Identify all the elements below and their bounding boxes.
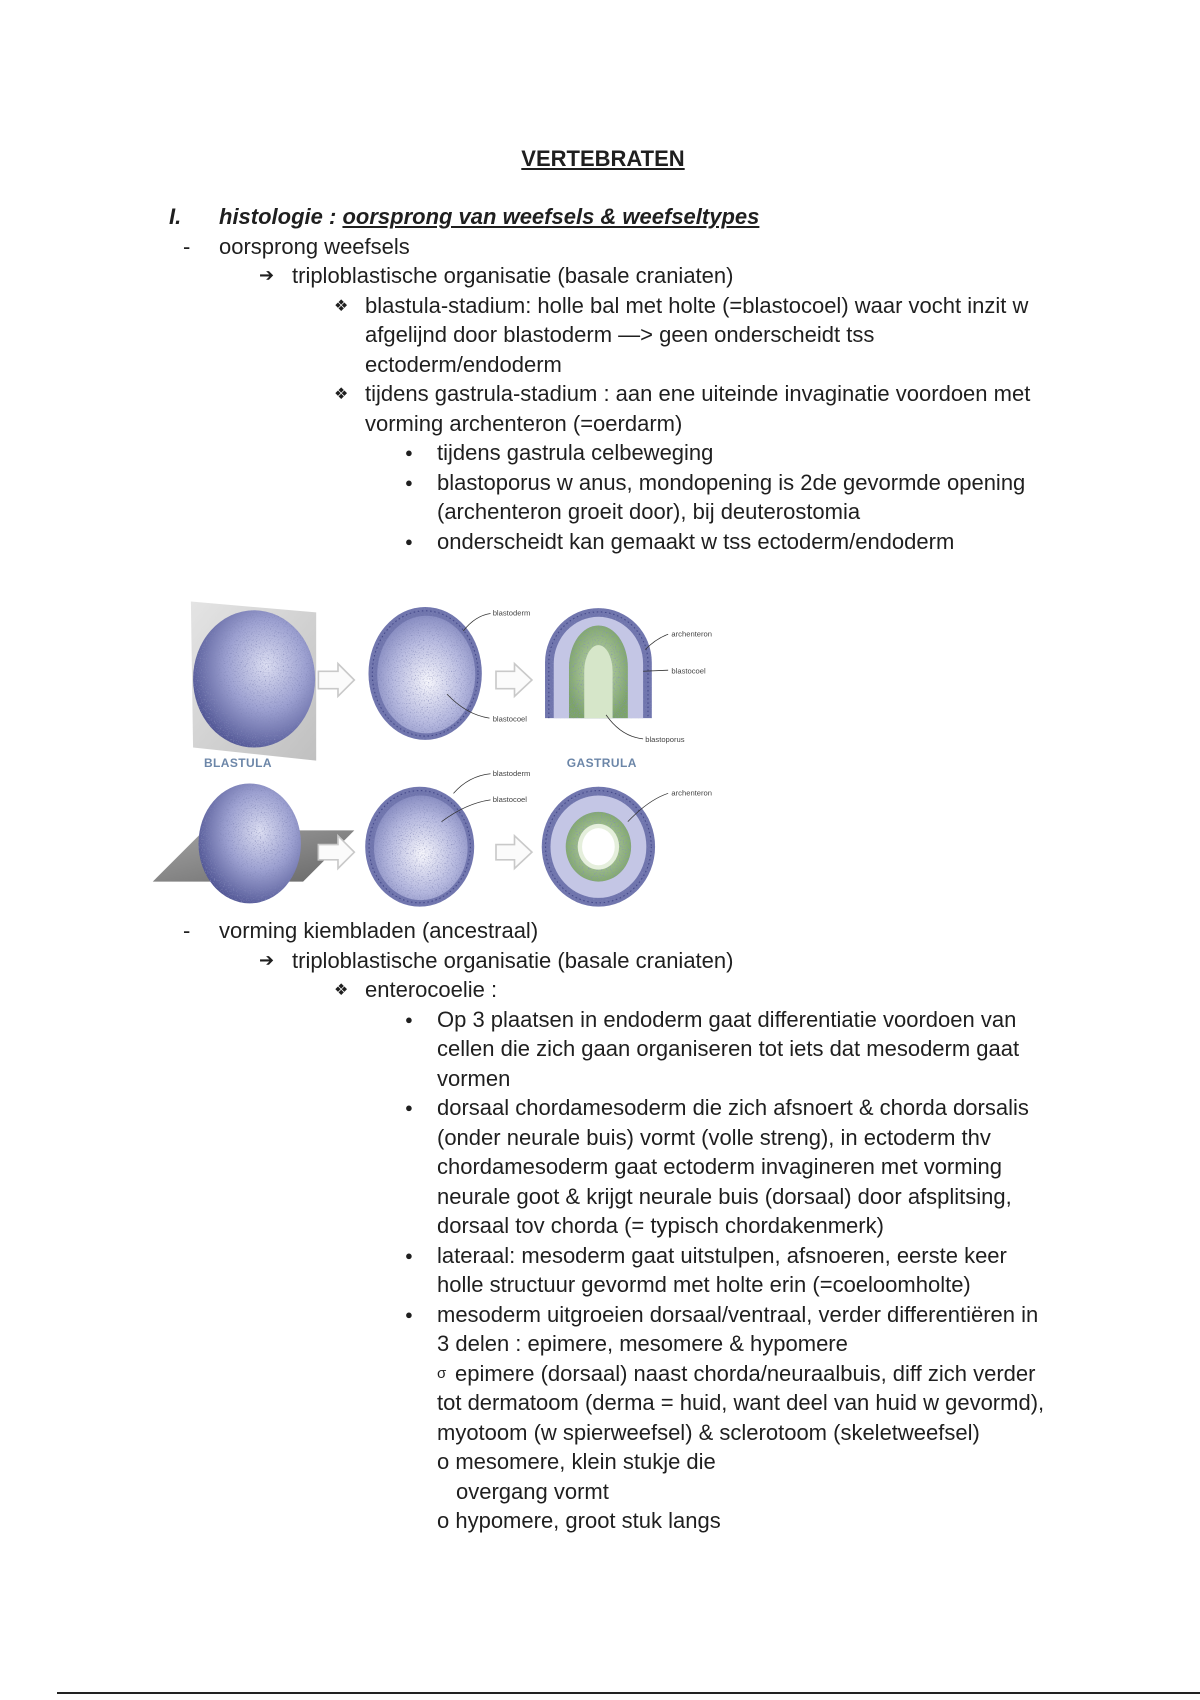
diamond-item-line: vorming archenteron (=oerdarm) <box>365 410 683 436</box>
figure-label-blastoderm: blastoderm <box>492 768 531 778</box>
dash-item-vorming <box>0 916 1200 946</box>
bullet-item <box>0 1093 1200 1123</box>
diamond-item-gastrula <box>0 379 1200 409</box>
sub-item-mesomere <box>0 1447 1200 1477</box>
arrow-item-text: triploblastische organisatie (basale craniaten) <box>292 263 734 288</box>
bullet-item-line: chordamesoderm gaat ectoderm invagineren met vorming <box>437 1154 1002 1179</box>
diamond-item-line: afgelijnd door blastoderm —> geen onderscheidt tss <box>365 322 875 347</box>
figure-label-blastocoel: blastocoel <box>492 795 527 805</box>
diamond-item-blastula <box>0 291 1200 321</box>
section-heading <box>0 202 1200 232</box>
bullet-dot-icon: ● <box>405 1011 413 1027</box>
arrow-item <box>0 946 1200 976</box>
document-title-text: VERTEBRATEN <box>521 146 685 171</box>
blastula-gastrula-figure <box>147 595 736 911</box>
bullet-item-line: tijdens gastrula celbeweging <box>437 440 714 465</box>
page-bottom-rule <box>57 1692 1200 1694</box>
figure-label-archenteron: archenteron <box>671 788 713 798</box>
section-heading-underlined: oorsprong van weefsels & weefseltypes <box>342 204 760 229</box>
bullet-item <box>0 1241 1200 1271</box>
diamond-bullet-icon: ❖ <box>334 384 349 403</box>
dash-marker: - <box>183 233 191 259</box>
bullet-item-continuation <box>0 1270 1200 1300</box>
bullet-dot-icon: ● <box>405 445 413 460</box>
sub-item-continuation <box>0 1418 1200 1448</box>
bullet-item-continuation <box>0 1329 1200 1359</box>
bullet-dot-icon: ● <box>405 533 413 549</box>
label-leader-line <box>453 774 490 794</box>
bullet-item-continuation <box>0 1123 1200 1153</box>
diamond-item-line: blastula-stadium: holle bal met holte (=blastocoel) waar vocht inzit w <box>365 292 1029 318</box>
figure-label-blastocoel: blastocoel <box>671 666 706 676</box>
blastocoel-cavity <box>374 795 468 900</box>
bullet-item-line: 3 delen : epimere, mesomere & hypomere <box>437 1331 848 1356</box>
section-vorming-kiembladen <box>0 916 1200 1536</box>
section-oorsprong-weefsels <box>0 202 1200 556</box>
section-heading-label: histologie : <box>219 204 343 229</box>
dash-item-oorsprong <box>0 232 1200 262</box>
diamond-item-continuation <box>0 409 1200 439</box>
label-leader-line <box>463 614 490 631</box>
diamond-item-line: tijdens gastrula-stadium : aan ene uiteinde invaginatie voordoen met <box>365 381 1031 406</box>
diamond-bullet-icon: ❖ <box>334 980 349 999</box>
bullet-dot-icon: ● <box>405 1247 413 1263</box>
bullet-item-line: onderscheidt kan gemaakt w tss ectoderm/endoderm <box>437 528 955 554</box>
archenteron-lumen <box>584 645 612 718</box>
bullet-item <box>0 1005 1200 1035</box>
section-number: I. <box>169 204 182 229</box>
bullet-item-continuation <box>0 1211 1200 1241</box>
sub-item-continuation <box>0 1388 1200 1418</box>
diamond-item-line: enterocoelie : <box>365 977 498 1002</box>
bullet-item-continuation <box>0 1064 1200 1094</box>
stage-arrow-icon <box>496 664 532 697</box>
figure-label-blastoderm: blastoderm <box>492 608 531 618</box>
bullet-item-line: Op 3 plaatsen in endoderm gaat differentiatie voordoen van <box>437 1006 1017 1032</box>
sub-item-hypomere <box>0 1506 1200 1536</box>
bullet-dot-icon: ● <box>405 1100 413 1115</box>
dash-item-text: oorsprong weefsels <box>219 233 410 259</box>
bullet-item-line: neurale goot & krijgt neurale buis (dorsaal) door afsplitsing, <box>437 1183 1012 1209</box>
bullet-item-line: cellen die zich gaan organiseren tot iets dat mesoderm gaat <box>437 1036 1020 1061</box>
bullet-item <box>0 1300 1200 1330</box>
label-leader-line <box>606 715 643 739</box>
diamond-item-continuation <box>0 320 1200 350</box>
sub-item-line: o hypomere, groot stuk langs <box>437 1508 721 1533</box>
sub-item-line: myotoom (w spierweefsel) & sclerotoom (skeletweefsel) <box>437 1419 980 1445</box>
figure-label-archenteron: archenteron <box>671 629 713 639</box>
bullet-item-continuation <box>0 1152 1200 1182</box>
bullet-item <box>0 468 1200 498</box>
document-title <box>6 144 1200 174</box>
dash-item-text: vorming kiembladen (ancestraal) <box>219 918 539 943</box>
bullet-item-line: dorsaal tov chorda (= typisch chordakenmerk) <box>437 1213 884 1238</box>
stage-label-blastula: BLASTULA <box>203 756 272 771</box>
arrow-item <box>0 261 1200 291</box>
blastula-sphere-top <box>193 610 315 747</box>
bullet-item-line: dorsaal chordamesoderm die zich afsnoert & chorda dorsalis <box>437 1095 1029 1120</box>
bullet-dot-icon: ● <box>405 474 413 490</box>
bullet-item-line: blastoporus w anus, mondopening is 2de gevormde opening <box>437 469 1026 495</box>
blastocoel-cavity <box>377 616 475 734</box>
bullet-item-line: mesoderm uitgroeien dorsaal/ventraal, verder differentiëren in <box>437 1301 1039 1327</box>
sub-item-line: epimere (dorsaal) naast chorda/neuraalbuis, diff zich verder <box>455 1360 1036 1386</box>
bullet-item <box>0 438 1200 468</box>
dash-marker: - <box>183 918 191 943</box>
arrow-item-text: triploblastische organisatie (basale craniaten) <box>292 947 734 973</box>
bullet-item-line: vormen <box>437 1065 511 1091</box>
archenteron-lumen <box>582 828 615 865</box>
diamond-item-continuation <box>0 350 1200 380</box>
figure-label-blastoporus: blastoporus <box>645 735 685 745</box>
bullet-item-continuation <box>0 1034 1200 1064</box>
arrow-right-icon: ➔ <box>259 949 275 971</box>
diamond-item-enterocoelie <box>0 975 1200 1005</box>
embryo-stages-illustration <box>147 595 736 911</box>
sub-item-continuation <box>0 1477 1200 1507</box>
arrow-right-icon: ➔ <box>259 265 275 286</box>
sub-item-epimere <box>0 1359 1200 1389</box>
bullet-item-continuation <box>0 497 1200 527</box>
stage-arrow-icon <box>496 836 532 869</box>
bullet-item-continuation <box>0 1182 1200 1212</box>
sub-item-line: o mesomere, klein stukje die <box>437 1449 716 1474</box>
sub-bullet-icon: σ <box>437 1364 447 1382</box>
bullet-item <box>0 527 1200 557</box>
diamond-item-line: ectoderm/endoderm <box>365 351 562 377</box>
blastula-sphere-bottom <box>199 784 301 904</box>
bullet-item-line: (onder neurale buis) vormt (volle streng), in ectoderm thv <box>437 1124 991 1150</box>
sub-item-line: overgang vormt <box>456 1478 609 1504</box>
bullet-item-line: lateraal: mesoderm gaat uitstulpen, afsnoeren, eerste keer <box>437 1242 1007 1268</box>
figure-label-blastocoel: blastocoel <box>492 714 527 724</box>
stage-label-gastrula: GASTRULA <box>566 756 637 771</box>
bullet-item-line: holle structuur gevormd met holte erin (=coeloomholte) <box>437 1272 971 1297</box>
bullet-dot-icon: ● <box>405 1306 413 1322</box>
section-heading-text <box>219 202 759 232</box>
stage-arrow-icon <box>318 664 354 697</box>
diamond-bullet-icon: ❖ <box>334 295 349 315</box>
bullet-item-line: (archenteron groeit door), bij deuterostomia <box>437 499 861 524</box>
sub-item-line: tot dermatoom (derma = huid, want deel van huid w gevormd), <box>437 1390 1045 1415</box>
